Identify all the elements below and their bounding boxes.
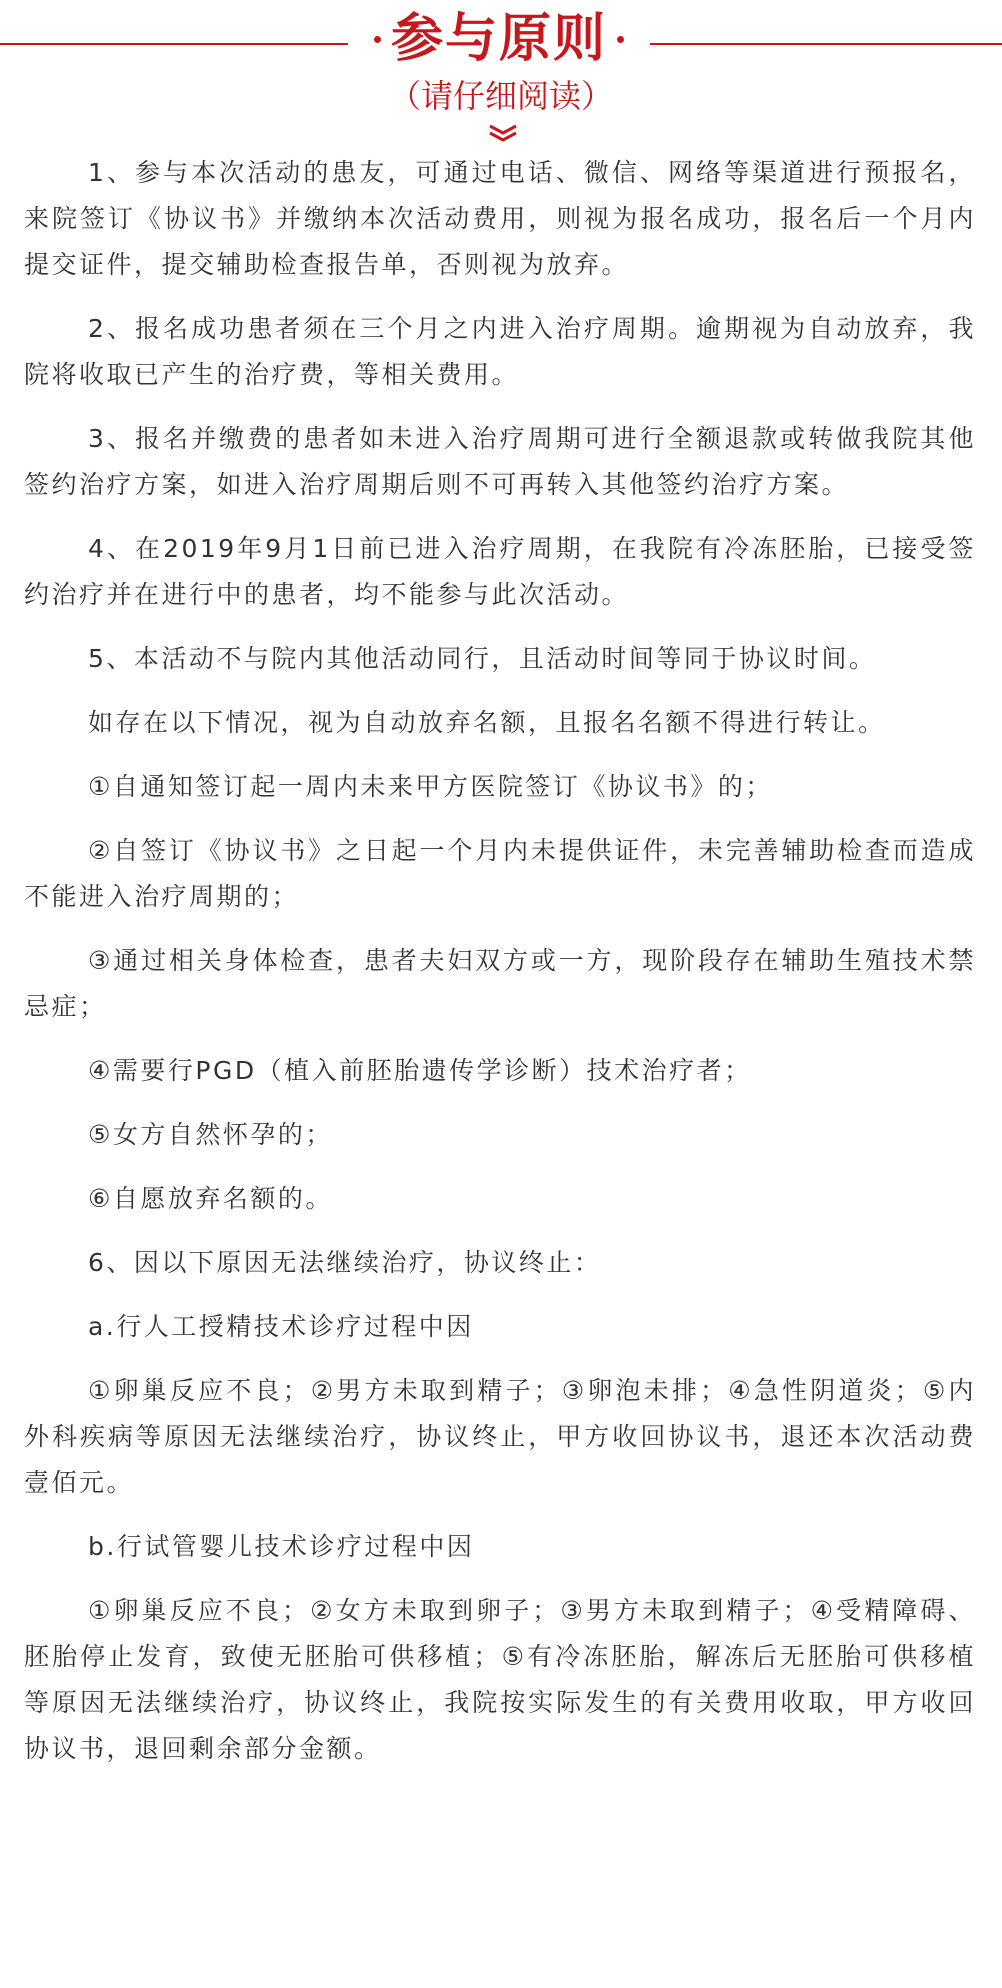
- title-wrap: [348, 0, 650, 78]
- title-right-dot-icon: [617, 36, 624, 43]
- page-subtitle: （请仔细阅读）: [388, 77, 613, 115]
- rule-paragraph: ①卵巢反应不良；②女方未取到卵子；③男方未取到精子；④受精障碍、胚胎停止发育，致使无胚胎可供移植；⑤有冷冻胚胎，解冻后无胚胎可供移植等原因无法继续治疗，协议终止，我院按实际发生的有关费用收取，甲方收回协议书，退回剩余部分金额。: [24, 1596, 976, 1763]
- rule-paragraph: a.行人工授精技术诊疗过程中因: [88, 1312, 474, 1341]
- page-title: 参与原则: [390, 9, 607, 69]
- rule-paragraph: 1、参与本次活动的患友，可通过电话、微信、网络等渠道进行预报名，来院签订《协议书》并缴纳本次活动费用，则视为报名成功，报名后一个月内提交证件，提交辅助检查报告单，否则视为放弃。: [24, 158, 976, 279]
- rules-content: [24, 150, 976, 1790]
- rule-paragraph: ③通过相关身体检查，患者夫妇双方或一方，现阶段存在辅助生殖技术禁忌症；: [24, 946, 976, 1021]
- rule-paragraph: ⑥自愿放弃名额的。: [88, 1184, 333, 1213]
- rule-paragraph: b.行试管婴儿技术诊疗过程中因: [88, 1532, 475, 1561]
- rule-paragraph: 2、报名成功患者须在三个月之内进入治疗周期。逾期视为自动放弃，我院将收取已产生的治疗费，等相关费用。: [24, 314, 976, 389]
- rule-paragraph: ①自通知签订起一周内未来甲方医院签订《协议书》的；: [88, 772, 773, 801]
- rule-paragraph: ②自签订《协议书》之日起一个月内未提供证件，未完善辅助检查而造成不能进入治疗周期的；: [24, 836, 976, 911]
- rule-paragraph: 如存在以下情况，视为自动放弃名额，且报名名额不得进行转让。: [88, 708, 886, 737]
- rule-paragraph: 6、因以下原因无法继续治疗，协议终止：: [88, 1248, 602, 1277]
- rule-paragraph: ④需要行PGD（植入前胚胎遗传学诊断）技术治疗者；: [88, 1056, 752, 1085]
- double-chevron-down-icon: [488, 124, 518, 142]
- rule-paragraph: 4、在2019年9月1日前已进入治疗周期，在我院有冷冻胚胎，已接受签约治疗并在进行中的患者，均不能参与此次活动。: [24, 534, 976, 609]
- rule-paragraph: ⑤女方自然怀孕的；: [88, 1120, 333, 1149]
- title-left-dot-icon: [374, 36, 381, 43]
- header: [0, 0, 1002, 150]
- header-left-divider: [0, 43, 348, 45]
- rule-paragraph: 5、本活动不与院内其他活动同行，且活动时间等同于协议时间。: [88, 644, 877, 673]
- rule-paragraph: 3、报名并缴费的患者如未进入治疗周期可进行全额退款或转做我院其他签约治疗方案，如进入治疗周期后则不可再转入其他签约治疗方案。: [24, 424, 976, 499]
- rule-paragraph: ①卵巢反应不良；②男方未取到精子；③卵泡未排；④急性阴道炎；⑤内外科疾病等原因无法继续治疗，协议终止，甲方收回协议书，退还本次活动费壹佰元。: [24, 1376, 976, 1497]
- header-right-divider: [650, 43, 1002, 45]
